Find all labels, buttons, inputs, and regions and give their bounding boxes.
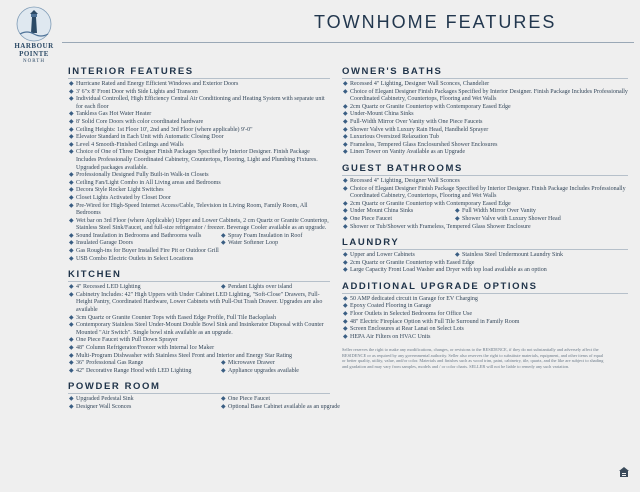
list-item: ◆ Pendant Lights over island	[221, 284, 293, 291]
diamond-bullet-icon: ◆	[343, 149, 348, 156]
list-item: ◆ Elevator Standard in Each Unit with Automatic Closing Door	[69, 134, 224, 141]
list-item: ◆ Recessed 4" Lighting, Designer Wall Sconces	[343, 177, 460, 184]
diamond-bullet-icon: ◆	[343, 326, 348, 333]
list-item: ◆ Contemporary Stainless Steel Under-Mount Double Bowl Sink and Insinkerator Disposal with Counter Mounted "Air Switch". Single bowl sink available as an upgrade.	[69, 322, 324, 336]
list-item: ◆ Hurricane Rated and Energy Efficient Windows and Exterior Doors	[69, 81, 239, 87]
list-item: ◆ Shower Valve with Luxury Rain Head, Handheld Sprayer	[343, 126, 489, 133]
diamond-bullet-icon: ◆	[69, 194, 74, 201]
diamond-bullet-icon: ◆	[343, 118, 348, 125]
diamond-bullet-icon: ◆	[69, 248, 74, 255]
list-item: ◆ Screen Enclosures at Rear Lanai on Select Lots	[343, 326, 464, 333]
list-item: ◆ Upper and Lower Cabinets	[343, 252, 415, 259]
list-item: ◆ 42" Decorative Range Hood with LED Lighting	[69, 367, 192, 374]
logo-line-3: NORTH	[23, 59, 45, 64]
diamond-bullet-icon: ◆	[69, 134, 74, 141]
list-item: ◆ Pre-Wired for High-Speed Internet Access/Cable, Television in Living Room, Family Room, All Bedrooms	[69, 202, 308, 217]
diamond-bullet-icon: ◆	[343, 259, 348, 266]
right-column	[342, 66, 628, 369]
list-pair	[68, 240, 330, 248]
list-item: ◆ 48" Electric Fireplace Option with Full Tile Surround in Family Room	[343, 318, 520, 325]
laundry-list	[342, 252, 628, 275]
list-item: ◆ Recessed 4" Lighting, Designer Wall Sconces, Chandelier	[343, 81, 490, 87]
diamond-bullet-icon: ◆	[343, 134, 348, 141]
disclaimer-text: Seller reserves the right to make any modifications, changes, or revisions to the RESIDENCE, if they do not substantially and adversely affect the RESIDENCE or as required by any governmental authority. Seller also reserves the right to substitute materials, equipment, and other items of equal or better quality, utility, value, and/or color. Materials and finishes such as wood trim, paint, cabinetry, tile, quartz, and the like are subject to shading and gradation and may vary from samples, models and / or color charts. SELLER will not be liable to remedy any such variation.	[342, 347, 604, 369]
list-pair	[68, 360, 330, 368]
diamond-bullet-icon: ◆	[343, 252, 348, 259]
list-item: ◆ 48" Column Refrigerator/Freezer with Internal Ice Maker	[69, 345, 215, 351]
list-pair	[342, 208, 628, 216]
lighthouse-icon	[16, 6, 52, 42]
list-item: ◆ Insulated Garage Doors	[69, 240, 133, 247]
list-item: ◆ Luxurious Oversized Relaxation Tub	[343, 134, 439, 141]
diamond-bullet-icon: ◆	[343, 215, 348, 222]
diamond-bullet-icon: ◆	[69, 149, 74, 156]
list-item: ◆ Full Width Mirror Over Vanity	[455, 208, 536, 215]
logo-line-2: POINTE	[19, 50, 49, 58]
diamond-bullet-icon: ◆	[343, 200, 348, 207]
list-pair	[68, 368, 330, 376]
list-item: ◆ Shower or Tub/Shower with Frameless, Tempered Glass Shower Enclosure	[343, 223, 531, 230]
page-title: TOWNHOME FEATURES	[314, 12, 557, 32]
powder-room-list	[68, 396, 340, 411]
left-column	[68, 66, 340, 418]
list-item: ◆ Microwave Drawer	[221, 360, 275, 367]
list-item: ◆ Upgraded Pedestal Sink	[69, 396, 134, 403]
list-item: ◆ 2cm Quartz or Granite Countertop with Contemporary Eased Edge	[343, 200, 511, 207]
equal-housing-icon	[618, 466, 630, 478]
logo-line-1: HARBOUR	[14, 42, 54, 50]
list-pair	[68, 403, 340, 412]
list-item: ◆ Floor Outlets in Selected Bedrooms for Office Use	[343, 311, 473, 318]
diamond-bullet-icon: ◆	[69, 141, 74, 148]
diamond-bullet-icon: ◆	[343, 333, 348, 340]
list-item: ◆ Individual Controlled, High Efficiency Central Air Conditioning and Heating System with separate unit for each floor	[69, 96, 325, 110]
diamond-bullet-icon: ◆	[69, 232, 74, 239]
list-pair	[342, 252, 628, 260]
list-item: ◆ Appliance upgrades available	[221, 367, 299, 374]
list-item: ◆ Full-Width Mirror Over Vanity with One Piece Faucets	[343, 118, 483, 125]
diamond-bullet-icon: ◆	[69, 179, 74, 186]
guest-bathrooms-list	[342, 178, 628, 231]
diamond-bullet-icon: ◆	[69, 202, 74, 209]
diamond-bullet-icon: ◆	[343, 311, 348, 318]
diamond-bullet-icon: ◆	[69, 81, 74, 87]
diamond-bullet-icon: ◆	[69, 360, 74, 367]
diamond-bullet-icon: ◆	[221, 367, 226, 374]
diamond-bullet-icon: ◆	[343, 141, 348, 148]
diamond-bullet-icon: ◆	[343, 295, 348, 302]
list-item: ◆ 3' 6"x 8' Front Door with Side Lights and Transom	[69, 88, 198, 95]
list-item: ◆ Ceiling Heights: 1st Floor 10', 2nd and 3rd Floor (where applicable) 9'-0"	[69, 126, 253, 133]
list-item: ◆ Shower Valve with Luxury Shower Head	[455, 215, 561, 222]
list-pair	[68, 396, 330, 404]
laundry-heading: LAUNDRY	[342, 237, 628, 250]
list-item: ◆ Under-Mount China Sinks	[343, 111, 414, 118]
interior-heading: INTERIOR FEATURES	[68, 66, 330, 79]
list-item: ◆ Epoxy Coated Flooring in Garage	[343, 303, 432, 310]
brand-logo	[6, 6, 62, 66]
diamond-bullet-icon: ◆	[343, 318, 348, 325]
list-item: ◆ Water Softener Loop	[221, 240, 279, 247]
list-item: ◆ Spray Foam Insulation in Roof	[221, 232, 303, 239]
diamond-bullet-icon: ◆	[69, 255, 74, 262]
list-item: ◆ Sound Insulation in Bedrooms and Bathrooms walls	[69, 232, 202, 239]
list-item: ◆ Closet Lights Activated by Closet Door	[69, 194, 171, 201]
diamond-bullet-icon: ◆	[343, 111, 348, 118]
list-item: ◆ 4" Recessed LED Lighting	[69, 284, 141, 291]
list-item: ◆ Professionally Designed Fully Built-in Walk-in Closets	[69, 172, 209, 179]
diamond-bullet-icon: ◆	[343, 103, 348, 110]
diamond-bullet-icon: ◆	[221, 240, 226, 247]
diamond-bullet-icon: ◆	[455, 208, 460, 215]
list-item: ◆ One Piece Faucet	[343, 215, 392, 222]
list-item: ◆ Tankless Gas Hot Water Heater	[69, 111, 152, 118]
list-item: ◆ 8' Solid Core Doors with color coordinated hardware	[69, 118, 204, 125]
diamond-bullet-icon: ◆	[221, 360, 226, 367]
list-item: ◆ USB Combo Electric Outlets in Select Locations	[69, 255, 194, 262]
list-pair	[342, 216, 628, 224]
title-divider	[62, 42, 634, 43]
list-item: ◆ Cabinetry Includes: 42" High Uppers with Under Cabinet LED Lighting, "Soft-Close" Drawers, Full-Height Pantry, Coordinated Hardware, Lower Cabinets with Pull-Out Trash Drawer. Upgrades are also available	[69, 291, 323, 314]
owners-baths-heading: OWNER'S BATHS	[342, 66, 628, 79]
list-item: ◆ 2cm Quartz or Granite Countertop with Eased Edge	[343, 259, 475, 266]
diamond-bullet-icon: ◆	[69, 396, 74, 403]
list-item: ◆ Large Capacity Front Load Washer and Dryer with top load available as an option	[343, 267, 547, 274]
list-pair	[68, 284, 330, 292]
list-item: ◆ Wet bar on 3rd Floor (where Applicable) Upper and Lower Cabinets, 2 cm Quartz or Granite Countertop, Stainless Steel Sink/Faucet, and full-size refrigerator / freezer. Beverage Cooler available as an upgrade.	[69, 217, 329, 232]
list-item: ◆ Under Mount China Sinks	[343, 208, 414, 215]
diamond-bullet-icon: ◆	[69, 403, 74, 410]
list-pair	[68, 233, 330, 241]
diamond-bullet-icon: ◆	[69, 284, 74, 291]
diamond-bullet-icon: ◆	[221, 403, 226, 410]
owners-baths-list	[342, 81, 628, 157]
diamond-bullet-icon: ◆	[69, 352, 74, 359]
diamond-bullet-icon: ◆	[343, 126, 348, 133]
diamond-bullet-icon: ◆	[69, 88, 74, 95]
diamond-bullet-icon: ◆	[343, 267, 348, 274]
list-item: ◆ Stainless Steel Undermount Laundry Sink	[455, 252, 563, 259]
list-item: ◆ Level 4 Smooth-Finished Ceilings and Walls	[69, 141, 184, 148]
list-item: ◆ 3cm Quartz or Granite Counter Tops with Eased Edge Profile, Full Tile Backsplash	[69, 314, 276, 321]
diamond-bullet-icon: ◆	[69, 172, 74, 179]
list-item: ◆ Choice of One of Three Designer Finish Packages Specified by Interior Designer. Finish Package Includes Professionally Coordinated Cabinetry, Countertops, Flooring, Light and Plumbing Fixtures. Upgraded packages available.	[69, 149, 318, 171]
diamond-bullet-icon: ◆	[69, 96, 74, 103]
list-item: ◆ 36" Professional Gas Range	[69, 360, 144, 367]
upgrade-options-list	[342, 296, 628, 342]
diamond-bullet-icon: ◆	[69, 322, 74, 329]
diamond-bullet-icon: ◆	[343, 81, 348, 87]
list-item: ◆ Choice of Elegant Designer Finish Package Specified by Interior Designer. Finish Package Includes Professionally Coordinated Cabinetry, Countertops, Flooring and Wet Walls	[343, 185, 626, 200]
guest-bathrooms-heading: GUEST BATHROOMS	[342, 163, 628, 176]
interior-list	[68, 81, 330, 263]
diamond-bullet-icon: ◆	[69, 187, 74, 194]
list-item: ◆ Gas Rough-ins for Buyer Installed Fire Pit or Outdoor Grill	[69, 248, 219, 255]
diamond-bullet-icon: ◆	[343, 185, 348, 192]
list-item: ◆ 50 AMP dedicated circuit in Garage for EV Charging	[343, 295, 478, 302]
diamond-bullet-icon: ◆	[69, 291, 74, 298]
powder-room-heading: POWDER ROOM	[68, 381, 330, 394]
diamond-bullet-icon: ◆	[69, 367, 74, 374]
diamond-bullet-icon: ◆	[69, 337, 74, 344]
diamond-bullet-icon: ◆	[221, 284, 226, 291]
diamond-bullet-icon: ◆	[455, 252, 460, 259]
list-item: ◆ HEPA Air Filters on HVAC Units	[343, 333, 431, 340]
list-item: ◆ Frameless, Tempered Glass Enclosurshed Shower Enclosures	[343, 141, 498, 148]
diamond-bullet-icon: ◆	[343, 88, 348, 95]
list-item: ◆ Multi-Program Dishwasher with Stainless Steel Front and Interior and Energy Star Rating	[69, 352, 293, 359]
diamond-bullet-icon: ◆	[343, 208, 348, 215]
diamond-bullet-icon: ◆	[221, 232, 226, 239]
diamond-bullet-icon: ◆	[343, 177, 348, 184]
list-item: ◆ Decora Style Rocker Light Switches	[69, 187, 164, 194]
upgrade-options-heading: ADDITIONAL UPGRADE OPTIONS	[342, 281, 628, 294]
diamond-bullet-icon: ◆	[69, 111, 74, 118]
diamond-bullet-icon: ◆	[221, 396, 226, 403]
list-item: ◆ Ceiling Fan/Light Combo in All Living areas and Bedrooms	[69, 179, 221, 186]
diamond-bullet-icon: ◆	[69, 345, 74, 351]
list-item: ◆ Choice of Elegant Designer Finish Packages Specified by Interior Designer. Finish Package Includes Professionally Coordinated Cabinetry, Countertops, Flooring and Wet Walls	[343, 88, 628, 103]
diamond-bullet-icon: ◆	[455, 215, 460, 222]
list-item: ◆ Linen Tower on Vanity Available as an Upgrade	[343, 149, 466, 156]
diamond-bullet-icon: ◆	[69, 118, 74, 125]
kitchen-list	[68, 284, 330, 375]
diamond-bullet-icon: ◆	[69, 240, 74, 247]
diamond-bullet-icon: ◆	[69, 217, 74, 224]
diamond-bullet-icon: ◆	[69, 314, 74, 321]
list-item: ◆ 2cm Quartz or Granite Countertop with Contemporary Eased Edge	[343, 103, 511, 110]
list-item: ◆ Optional Base Cabinet available as an upgrade	[221, 403, 340, 410]
list-item: ◆ One Piece Faucet with Pull Down Sprayer	[69, 337, 178, 344]
diamond-bullet-icon: ◆	[343, 303, 348, 310]
diamond-bullet-icon: ◆	[343, 223, 348, 230]
diamond-bullet-icon: ◆	[69, 126, 74, 133]
list-item: ◆ One Piece Faucet	[221, 396, 270, 403]
kitchen-heading: KITCHEN	[68, 269, 330, 282]
list-item: ◆ Designer Wall Sconces	[69, 403, 132, 410]
